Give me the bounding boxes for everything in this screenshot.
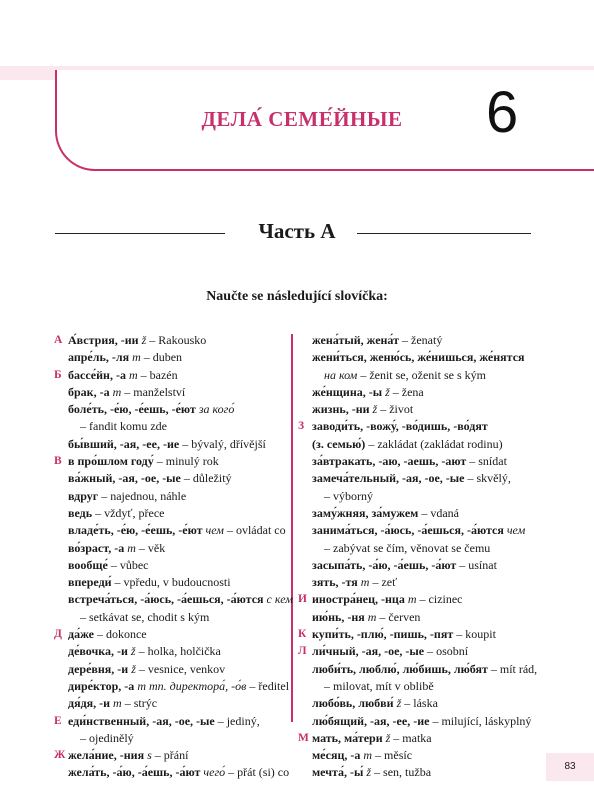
alphabet-letter xyxy=(54,730,68,747)
vocab-entry xyxy=(298,436,534,453)
czech-translation: dokonce xyxy=(105,627,147,642)
czech-translation: ředitel xyxy=(258,678,290,693)
czech-translation: bývalý, dřívější xyxy=(191,436,266,451)
russian-word: за́втракать, -аю, -аешь, -ают xyxy=(312,454,467,469)
vocab-entry xyxy=(298,678,534,695)
russian-word: ва́жный, -ая, -ое, -ые xyxy=(68,471,181,486)
alphabet-letter xyxy=(298,332,312,349)
alphabet-letter xyxy=(54,661,68,678)
alphabet-letter xyxy=(298,401,312,418)
russian-word: жизнь, -ни xyxy=(312,402,370,417)
grammar-note: ž xyxy=(131,661,136,676)
russian-word: любо́вь, любви́ xyxy=(312,696,394,711)
entry-body: мать, ма́тери ž – matka xyxy=(312,730,432,745)
russian-word: (з. семью́) xyxy=(312,436,366,451)
vocab-entry xyxy=(54,349,286,366)
alphabet-letter xyxy=(54,574,68,591)
alphabet-letter xyxy=(54,764,68,781)
grammar-note: m xyxy=(367,609,377,624)
alphabet-letter xyxy=(54,436,68,453)
czech-translation: manželství xyxy=(133,384,186,399)
vocab-entry xyxy=(54,661,286,678)
czech-translation: přání xyxy=(163,748,189,763)
entry-body: во́зраст, -а m – věk xyxy=(68,540,166,555)
vocab-entry xyxy=(298,661,538,678)
entry-body: жела́ть, -а́ю, -а́ешь, -а́ют чего́ – přát (si) co xyxy=(68,765,290,780)
vocab-entry xyxy=(54,695,286,712)
russian-word: мечта́, -ы́ xyxy=(312,765,364,780)
entry-body: апре́ль, -ля m – duben xyxy=(68,350,183,365)
vocab-entry xyxy=(54,488,286,505)
entry-body xyxy=(312,349,534,366)
russian-word: люби́ть, люблю́, лю́бишь, лю́бят xyxy=(312,661,488,676)
vocab-entry xyxy=(298,401,534,418)
entry-body: в про́шлом году́ – minulý rok xyxy=(68,454,219,469)
entry-body: ию́нь, -ня m – červen xyxy=(312,609,421,624)
entry-body: – milovat, mít v oblibě xyxy=(324,678,434,693)
alphabet-letter: А xyxy=(54,334,63,346)
alphabet-letter xyxy=(298,695,312,712)
entry-body: мечта́, -ы́ ž – sen, tužba xyxy=(312,765,432,780)
vocab-entry xyxy=(54,384,286,401)
entry-body: дя́дя, -и m – strýc xyxy=(68,696,158,711)
czech-translation: ženatý xyxy=(411,333,443,347)
russian-word: во́зраст, -а xyxy=(68,540,125,555)
czech-translation: bazén xyxy=(149,367,178,382)
vocab-entry xyxy=(54,626,286,643)
entry-body: – zabývat se čím, věnovat se čemu xyxy=(324,540,491,555)
czech-translation: sen, tužba xyxy=(383,765,432,780)
czech-translation: duben xyxy=(152,350,183,365)
vocab-entry xyxy=(298,332,534,349)
alphabet-letter xyxy=(54,384,68,401)
entry-body: ли́чный, -ая, -ое, -ые – osobní xyxy=(312,644,469,659)
vocab-entry xyxy=(298,540,534,557)
vocab-entry xyxy=(54,522,286,539)
czech-translation: koupit xyxy=(465,627,496,642)
alphabet-letter xyxy=(54,643,68,660)
russian-word: же́нщина, -ы xyxy=(312,384,383,399)
vocab-entry xyxy=(298,591,534,608)
entry-body: – výborný xyxy=(324,488,373,503)
entry-body: де́вочка, -и ž – holka, holčička xyxy=(68,644,221,659)
vocab-entry xyxy=(298,609,534,626)
entry-body: любо́вь, любви́ ž – láska xyxy=(312,696,438,711)
czech-translation: láska xyxy=(413,696,438,711)
grammar-note: ž xyxy=(130,644,136,659)
alphabet-letter xyxy=(298,678,312,695)
grammar-note: m xyxy=(127,540,136,555)
russian-word: ме́сяц, -а xyxy=(312,748,361,763)
russian-word: встреча́ться, -а́юсь, -а́ешься, -а́ются xyxy=(68,592,264,607)
alphabet-letter xyxy=(54,540,68,557)
vocabulary-column-right xyxy=(298,332,538,782)
alphabet-letter xyxy=(54,695,68,712)
vocab-entry xyxy=(298,349,534,366)
grammar-note: s xyxy=(147,748,152,763)
entry-body: – ojedinělý xyxy=(80,730,134,745)
grammar-note: m xyxy=(112,384,122,399)
vocab-entry xyxy=(54,401,286,418)
vocab-entry xyxy=(54,643,286,660)
czech-translation: strýc xyxy=(133,696,158,711)
grammar-note: ž xyxy=(385,384,390,399)
czech-translation: zabývat se čím, věnovat se čemu xyxy=(333,540,491,555)
alphabet-letter xyxy=(298,384,312,401)
entry-body: (з. семью́) – zakládat (zakládat rodinu) xyxy=(312,436,503,451)
russian-word: иностра́нец, -нца xyxy=(312,592,405,607)
vocab-entry xyxy=(298,470,534,487)
czech-translation: milovat, mít v oblibě xyxy=(333,678,434,693)
entry-body: А́встрия, -ии ž – Rakousko xyxy=(68,333,207,347)
entry-body: лю́бящий, -ая, -ее, -ие – milující, láskyplný xyxy=(312,713,532,728)
vocab-entry xyxy=(298,695,534,712)
alphabet-letter xyxy=(298,609,312,626)
russian-word: владе́ть, -е́ю, -е́ешь, -е́ют xyxy=(68,523,203,538)
grammar-note: ž xyxy=(141,333,147,347)
alphabet-letter xyxy=(298,764,312,781)
alphabet-letter: Е xyxy=(54,714,62,727)
vocab-entry xyxy=(54,730,286,747)
vocab-entry xyxy=(54,713,286,730)
entry-body: – setkávat se, chodit s kým xyxy=(80,609,210,624)
czech-translation: výborný xyxy=(333,488,373,503)
czech-translation: ojedinělý xyxy=(89,730,134,745)
czech-translation: přát (si) co xyxy=(237,765,290,780)
grammar-note: m xyxy=(407,592,417,607)
alphabet-letter: И xyxy=(298,593,307,606)
russian-word: ли́чный, -ая, -ое, -ые xyxy=(312,644,425,659)
vocab-entry xyxy=(298,626,534,643)
vocab-entry xyxy=(298,453,534,470)
entry-body: жизнь, -ни ž – život xyxy=(312,402,414,417)
alphabet-letter xyxy=(298,540,312,557)
vocab-entry xyxy=(298,764,534,781)
vocab-entry xyxy=(54,678,290,695)
vocab-entry xyxy=(54,540,286,557)
vocab-entry xyxy=(298,574,534,591)
grammar-note: m xyxy=(128,367,138,382)
grammar-note: с кем xyxy=(266,592,293,607)
entry-body: жена́тый, жена́т – ženatý xyxy=(312,333,443,347)
czech-translation: vesnice, venkov xyxy=(147,661,226,676)
russian-word: жени́ться, женю́сь, же́нишься, же́нятся xyxy=(312,350,525,365)
vocab-entry xyxy=(54,609,286,626)
russian-word: апре́ль, -ля xyxy=(68,350,130,365)
czech-translation: zeť xyxy=(381,575,398,590)
alphabet-letter: З xyxy=(298,420,305,433)
alphabet-letter xyxy=(298,367,312,384)
vocab-entry xyxy=(298,505,534,522)
vocab-entry xyxy=(54,557,286,574)
russian-word: ию́нь, -ня xyxy=(312,609,365,624)
alphabet-letter xyxy=(54,609,68,626)
alphabet-letter: Б xyxy=(54,368,62,381)
alphabet-letter: Ж xyxy=(54,749,66,762)
alphabet-letter xyxy=(298,349,312,366)
vocab-entry xyxy=(298,730,534,747)
czech-translation: věk xyxy=(147,540,166,555)
russian-word: А́встрия, -ии xyxy=(68,333,139,347)
czech-translation: snídat xyxy=(478,454,507,469)
russian-word: заму́жняя, за́мужем xyxy=(312,505,419,520)
vocabulary-column-left xyxy=(54,332,293,782)
entry-body xyxy=(312,418,534,435)
entry-body: купи́ть, -плю́, -пишь, -пят – koupit xyxy=(312,627,496,642)
czech-translation: vždyť, přece xyxy=(104,505,165,520)
alphabet-letter xyxy=(298,488,312,505)
entry-body: люби́ть, люблю́, лю́бишь, лю́бят – mít rád, xyxy=(312,661,538,676)
entry-body: вдруг – najednou, náhle xyxy=(68,488,187,503)
russian-word: ведь xyxy=(68,505,93,520)
alphabet-letter xyxy=(54,505,68,522)
vocab-entry xyxy=(298,384,534,401)
entry-body: заму́жняя, за́мужем – vdaná xyxy=(312,505,459,520)
entry-body: на ком – ženit se, oženit se s kým xyxy=(324,367,486,382)
grammar-note: m xyxy=(132,350,141,365)
chapter-number: 6 xyxy=(486,80,519,145)
entry-body xyxy=(312,522,534,539)
czech-translation: měsíc xyxy=(384,748,413,763)
entry-body: брак, -а m – manželství xyxy=(68,384,186,399)
russian-word: да́же xyxy=(68,627,94,642)
vocab-entry xyxy=(298,522,534,539)
alphabet-letter xyxy=(298,557,312,574)
russian-word: впереди́ xyxy=(68,575,112,590)
entry-body: дере́вня, -и ž – vesnice, venkov xyxy=(68,661,226,676)
russian-word: в про́шлом году́ xyxy=(68,454,154,469)
czech-translation: důležitý xyxy=(192,471,232,486)
russian-word: жена́тый, жена́т xyxy=(312,333,400,347)
vocab-entry xyxy=(54,505,286,522)
alphabet-letter xyxy=(54,418,68,435)
column-divider xyxy=(291,334,293,722)
grammar-note: за кого́ xyxy=(198,402,235,417)
russian-word: дере́вня, -и xyxy=(68,661,129,676)
czech-translation: Rakousko xyxy=(158,333,207,347)
russian-word: заводи́ть, -вожу́, -во́дишь, -во́дят xyxy=(312,419,488,434)
russian-word: лю́бящий, -ая, -ее, -ие xyxy=(312,713,430,728)
entry-body: вообще́ – vůbec xyxy=(68,557,149,572)
russian-word: дя́дя, -и xyxy=(68,696,111,711)
russian-word: бы́вший, -ая, -ее, -ие xyxy=(68,436,180,451)
russian-word: купи́ть, -плю́, -пишь, -пят xyxy=(312,627,454,642)
entry-body: иностра́нец, -нца m – cizinec xyxy=(312,592,463,607)
vocab-entry xyxy=(298,747,534,764)
entry-body: владе́ть, -е́ю, -е́ешь, -е́ют чем – ovládat co xyxy=(68,523,286,538)
grammar-note: ž xyxy=(372,402,378,417)
grammar-note: ž xyxy=(385,730,391,745)
vocab-entry xyxy=(298,367,534,384)
alphabet-letter xyxy=(54,557,68,574)
vocab-entry xyxy=(54,591,293,608)
entry-body: еди́нственный, -ая, -ое, -ые – jediný, xyxy=(68,713,260,728)
czech-translation: zakládat (zakládat rodinu) xyxy=(377,436,503,451)
entry-body: – fandit komu zde xyxy=(80,419,167,434)
alphabet-letter: М xyxy=(298,731,309,744)
vocab-entry xyxy=(298,557,534,574)
entry-body: же́нщина, -ы ž – žena xyxy=(312,384,424,399)
czech-translation: žena xyxy=(401,384,424,399)
vocab-entry xyxy=(54,470,286,487)
grammar-note: чем xyxy=(205,523,224,538)
page-number: 83 xyxy=(546,753,594,781)
vocab-entry xyxy=(298,418,534,435)
russian-word: брак, -а xyxy=(68,384,110,399)
part-title: Часть А xyxy=(258,219,336,243)
entry-body: ведь – vždyť, přece xyxy=(68,505,165,520)
russian-word: дире́ктор, -а xyxy=(68,678,135,693)
russian-word: бассе́йн, -а xyxy=(68,367,126,382)
czech-translation: vpředu, v budoucnosti xyxy=(123,575,231,590)
czech-translation: osobní xyxy=(436,644,469,659)
alphabet-letter xyxy=(54,488,68,505)
czech-translation: cizinec xyxy=(428,592,463,607)
grammar-note: m mn. директора́, -о́в xyxy=(137,678,247,693)
czech-translation: setkávat se, chodit s kým xyxy=(89,609,210,624)
czech-translation: mít rád, xyxy=(499,661,538,676)
czech-translation: najednou, náhle xyxy=(110,488,187,503)
alphabet-letter xyxy=(298,470,312,487)
grammar-note: m xyxy=(363,748,373,763)
vocab-entry xyxy=(54,332,286,349)
czech-translation: červen xyxy=(388,609,421,624)
russian-word: зять, -тя xyxy=(312,575,358,590)
alphabet-letter xyxy=(54,678,68,695)
czech-translation: usínat xyxy=(468,557,497,572)
russian-word: мать, ма́тери xyxy=(312,730,383,745)
vocab-entry xyxy=(54,367,286,384)
grammar-note: чем xyxy=(506,523,526,538)
grammar-note: ž xyxy=(396,696,402,711)
chapter-title: ДЕЛА́ СЕМЕ́ЙНЫЕ xyxy=(201,107,403,131)
czech-translation: skvělý, xyxy=(476,471,511,486)
entry-body: дире́ктор, -а m mn. директора́, -о́в – ředitel xyxy=(68,678,290,693)
russian-word: занима́ться, -а́юсь, -а́ешься, -а́ются xyxy=(312,523,504,538)
vocab-entry xyxy=(298,488,534,505)
alphabet-letter xyxy=(54,349,68,366)
czech-translation: vdaná xyxy=(430,505,459,520)
alphabet-letter: К xyxy=(298,628,307,641)
alphabet-letter xyxy=(298,505,312,522)
alphabet-letter xyxy=(54,591,68,608)
czech-translation: minulý rok xyxy=(165,454,219,469)
entry-body: за́втракать, -аю, -аешь, -ают – snídat xyxy=(312,454,507,469)
entry-body: ме́сяц, -а m – měsíc xyxy=(312,748,413,763)
czech-translation: ovládat co xyxy=(235,523,286,538)
alphabet-letter xyxy=(298,522,312,539)
grammar-note: m xyxy=(113,696,122,711)
russian-word: засыпа́ть, -а́ю, -а́ешь, -а́ют xyxy=(312,557,457,572)
vocab-entry xyxy=(54,436,286,453)
alphabet-letter: Д xyxy=(54,628,62,641)
czech-translation: matka xyxy=(402,730,432,745)
russian-word: вообще́ xyxy=(68,557,108,572)
vocab-entry xyxy=(54,764,290,781)
czech-translation: fandit komu zde xyxy=(89,419,167,434)
czech-translation: jediný, xyxy=(226,713,260,728)
russian-word: еди́нственный, -ая, -ое, -ые xyxy=(68,713,215,728)
czech-translation: holka, holčička xyxy=(147,644,221,659)
alphabet-letter xyxy=(54,401,68,418)
russian-word: боле́ть, -е́ю, -е́ешь, -е́ют xyxy=(68,402,196,417)
entry-body: ва́жный, -ая, -ое, -ые – důležitý xyxy=(68,471,232,486)
vocab-entry xyxy=(298,643,534,660)
entry-body xyxy=(68,401,286,418)
czech-translation: ženit se, oženit se s kým xyxy=(369,367,486,382)
alphabet-letter xyxy=(298,453,312,470)
russian-word: замеча́тельный, -ая, -ое, -ые xyxy=(312,471,465,486)
entry-body: да́же – dokonce xyxy=(68,627,147,642)
czech-translation: život xyxy=(389,402,414,417)
vocab-entry xyxy=(298,713,534,730)
entry-body: засыпа́ть, -а́ю, -а́ешь, -а́ют – usínat xyxy=(312,557,497,572)
grammar-note: ž xyxy=(366,765,372,780)
russian-word: вдруг xyxy=(68,488,99,503)
alphabet-letter: Л xyxy=(298,645,307,658)
entry-body: бассе́йн, -а m – bazén xyxy=(68,367,178,382)
alphabet-letter xyxy=(298,747,312,764)
alphabet-letter xyxy=(54,522,68,539)
instruction-heading: Naučte se následující slovíčka: xyxy=(206,289,388,304)
grammar-note: на ком xyxy=(324,367,358,382)
czech-translation: milující, láskyplný xyxy=(441,713,532,728)
russian-word: жела́ние, -ния xyxy=(68,748,145,763)
vocab-entry xyxy=(54,418,286,435)
entry-body: жела́ние, -ния s – přání xyxy=(68,748,189,763)
entry-body: замеча́тельный, -ая, -ое, -ые – skvělý, xyxy=(312,471,511,486)
russian-word: де́вочка, -и xyxy=(68,644,128,659)
entry-body xyxy=(68,591,293,608)
entry-body: зять, -тя m – zeť xyxy=(312,575,398,590)
vocab-entry xyxy=(54,747,286,764)
alphabet-letter xyxy=(298,661,312,678)
grammar-note: чего́ xyxy=(203,765,226,780)
alphabet-letter xyxy=(298,574,312,591)
russian-word: жела́ть, -а́ю, -а́ешь, -а́ют xyxy=(68,765,201,780)
entry-body: впереди́ – vpředu, v budoucnosti xyxy=(68,575,231,590)
entry-body: бы́вший, -ая, -ее, -ие – bývalý, dřívější xyxy=(68,436,266,451)
alphabet-letter xyxy=(298,436,312,453)
alphabet-letter xyxy=(54,470,68,487)
alphabet-letter: В xyxy=(54,455,62,468)
czech-translation: vůbec xyxy=(119,557,149,572)
vocab-entry xyxy=(54,453,286,470)
grammar-note: m xyxy=(360,575,370,590)
vocab-entry xyxy=(54,574,286,591)
alphabet-letter xyxy=(298,713,312,730)
